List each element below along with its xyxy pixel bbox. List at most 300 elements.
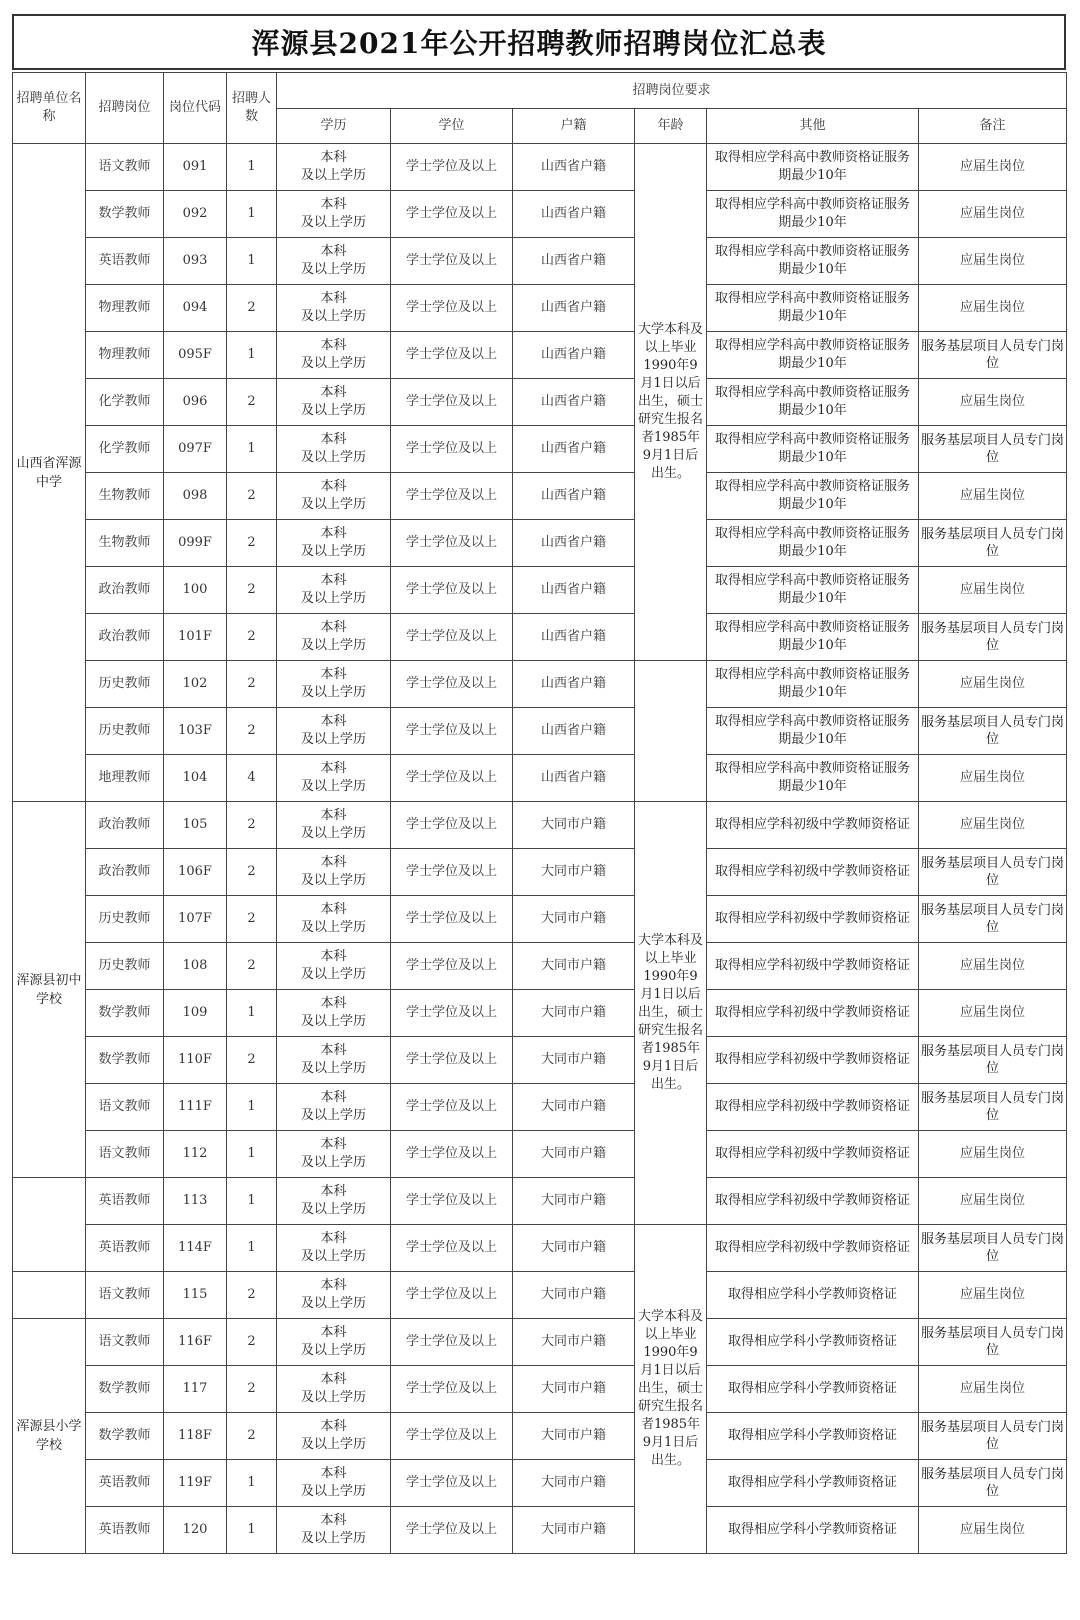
code-cell: 117 (164, 1366, 227, 1413)
code-cell: 102 (164, 661, 227, 708)
education-cell (277, 1272, 391, 1319)
degree-cell: 学士学位及以上 (391, 708, 513, 755)
education-cell (277, 708, 391, 755)
note-cell: 服务基层项目人员专门岗位 (919, 1084, 1067, 1131)
hukou-cell: 大同市户籍 (513, 1413, 635, 1460)
header-hukou: 户籍 (513, 109, 635, 144)
unit-name-cell (13, 1272, 86, 1319)
code-cell: 115 (164, 1272, 227, 1319)
note-cell: 服务基层项目人员专门岗位 (919, 1225, 1067, 1272)
education-line-1: 本科 (320, 1137, 347, 1152)
position-cell: 历史教师 (86, 708, 164, 755)
table-row (13, 567, 1067, 614)
count-cell: 1 (227, 332, 277, 379)
hukou-cell: 大同市户籍 (513, 990, 635, 1037)
table-row (13, 1413, 1067, 1460)
code-cell: 118F (164, 1413, 227, 1460)
education-line-2: 及以上学历 (300, 591, 366, 606)
code-cell: 098 (164, 473, 227, 520)
note-cell: 服务基层项目人员专门岗位 (919, 614, 1067, 661)
hukou-cell: 山西省户籍 (513, 379, 635, 426)
table-row (13, 1319, 1067, 1366)
education-line-1: 本科 (320, 808, 347, 823)
education-line-2: 及以上学历 (300, 826, 366, 841)
count-cell: 2 (227, 708, 277, 755)
other-requirement-cell: 取得相应学科高中教师资格证服务期最少10年 (707, 473, 919, 520)
note-cell: 服务基层项目人员专门岗位 (919, 426, 1067, 473)
other-requirement-cell: 取得相应学科初级中学教师资格证 (707, 990, 919, 1037)
position-cell: 数学教师 (86, 1366, 164, 1413)
code-cell: 094 (164, 285, 227, 332)
education-line-1: 本科 (320, 150, 347, 165)
education-line-2: 及以上学历 (300, 920, 366, 935)
other-requirement-cell: 取得相应学科小学教师资格证 (707, 1460, 919, 1507)
note-cell: 服务基层项目人员专门岗位 (919, 708, 1067, 755)
table-row (13, 332, 1067, 379)
education-line-2: 及以上学历 (300, 309, 366, 324)
position-cell: 历史教师 (86, 896, 164, 943)
degree-cell: 学士学位及以上 (391, 849, 513, 896)
note-cell: 应届生岗位 (919, 473, 1067, 520)
note-cell: 应届生岗位 (919, 191, 1067, 238)
education-line-1: 本科 (320, 1513, 347, 1528)
position-cell: 历史教师 (86, 943, 164, 990)
education-line-1: 本科 (320, 526, 347, 541)
education-line-1: 本科 (320, 761, 347, 776)
position-cell: 数学教师 (86, 1037, 164, 1084)
education-line-2: 及以上学历 (300, 1249, 366, 1264)
hukou-cell: 大同市户籍 (513, 1178, 635, 1225)
degree-cell: 学士学位及以上 (391, 1037, 513, 1084)
degree-cell: 学士学位及以上 (391, 285, 513, 332)
code-cell: 105 (164, 802, 227, 849)
count-cell: 2 (227, 1366, 277, 1413)
education-line-1: 本科 (320, 1090, 347, 1105)
table-row (13, 661, 1067, 708)
education-line-2: 及以上学历 (300, 1343, 366, 1358)
degree-cell: 学士学位及以上 (391, 567, 513, 614)
other-requirement-cell: 取得相应学科高中教师资格证服务期最少10年 (707, 238, 919, 285)
education-line-2: 及以上学历 (300, 638, 366, 653)
position-cell: 英语教师 (86, 1460, 164, 1507)
code-cell: 091 (164, 144, 227, 191)
education-cell (277, 332, 391, 379)
code-cell: 099F (164, 520, 227, 567)
position-cell: 政治教师 (86, 802, 164, 849)
position-cell: 生物教师 (86, 520, 164, 567)
age-requirement-cell: 大学本科及以上毕业1990年9月1日以后出生，硕士研究生报名者1985年9月1日后出生。 (635, 1225, 707, 1554)
education-line-2: 及以上学历 (300, 1531, 366, 1546)
other-requirement-cell: 取得相应学科高中教师资格证服务期最少10年 (707, 520, 919, 567)
table-row (13, 990, 1067, 1037)
position-cell: 物理教师 (86, 285, 164, 332)
hukou-cell: 山西省户籍 (513, 520, 635, 567)
code-cell: 119F (164, 1460, 227, 1507)
count-cell: 4 (227, 755, 277, 802)
education-line-2: 及以上学历 (300, 403, 366, 418)
hukou-cell: 大同市户籍 (513, 1225, 635, 1272)
hukou-cell: 大同市户籍 (513, 1507, 635, 1554)
degree-cell: 学士学位及以上 (391, 943, 513, 990)
table-row (13, 849, 1067, 896)
count-cell: 1 (227, 1507, 277, 1554)
count-cell: 2 (227, 1413, 277, 1460)
degree-cell: 学士学位及以上 (391, 1178, 513, 1225)
code-cell: 110F (164, 1037, 227, 1084)
education-line-2: 及以上学历 (300, 356, 366, 371)
education-line-2: 及以上学历 (300, 1390, 366, 1405)
education-cell (277, 661, 391, 708)
education-line-1: 本科 (320, 479, 347, 494)
hukou-cell: 山西省户籍 (513, 426, 635, 473)
count-cell: 2 (227, 614, 277, 661)
table-row (13, 1131, 1067, 1178)
header-other: 其他 (707, 109, 919, 144)
education-cell (277, 1225, 391, 1272)
education-cell (277, 943, 391, 990)
code-cell: 092 (164, 191, 227, 238)
education-cell (277, 1319, 391, 1366)
code-cell: 096 (164, 379, 227, 426)
table-row (13, 379, 1067, 426)
code-cell: 100 (164, 567, 227, 614)
count-cell: 1 (227, 1460, 277, 1507)
note-cell: 服务基层项目人员专门岗位 (919, 520, 1067, 567)
education-line-1: 本科 (320, 385, 347, 400)
note-cell: 应届生岗位 (919, 755, 1067, 802)
education-line-1: 本科 (320, 1278, 347, 1293)
unit-name-cell: 浑源县小学学校 (13, 1319, 86, 1554)
count-cell: 1 (227, 1225, 277, 1272)
table-body (13, 144, 1067, 1554)
code-cell: 114F (164, 1225, 227, 1272)
table-row (13, 191, 1067, 238)
note-cell: 应届生岗位 (919, 144, 1067, 191)
position-cell: 历史教师 (86, 661, 164, 708)
header-degree: 学位 (391, 109, 513, 144)
table-row (13, 1507, 1067, 1554)
count-cell: 2 (227, 943, 277, 990)
count-cell: 2 (227, 285, 277, 332)
note-cell: 服务基层项目人员专门岗位 (919, 1037, 1067, 1084)
table-row (13, 802, 1067, 849)
education-line-2: 及以上学历 (300, 168, 366, 183)
degree-cell: 学士学位及以上 (391, 520, 513, 567)
note-cell: 服务基层项目人员专门岗位 (919, 1460, 1067, 1507)
hukou-cell: 山西省户籍 (513, 144, 635, 191)
other-requirement-cell: 取得相应学科高中教师资格证服务期最少10年 (707, 708, 919, 755)
table-row (13, 943, 1067, 990)
code-cell: 095F (164, 332, 227, 379)
code-cell: 109 (164, 990, 227, 1037)
education-cell (277, 567, 391, 614)
education-line-1: 本科 (320, 573, 347, 588)
note-cell: 服务基层项目人员专门岗位 (919, 332, 1067, 379)
table-row (13, 614, 1067, 661)
other-requirement-cell: 取得相应学科初级中学教师资格证 (707, 1225, 919, 1272)
unit-name-cell (13, 1178, 86, 1272)
hukou-cell: 大同市户籍 (513, 896, 635, 943)
hukou-cell: 大同市户籍 (513, 849, 635, 896)
code-cell: 093 (164, 238, 227, 285)
education-line-2: 及以上学历 (300, 544, 366, 559)
other-requirement-cell: 取得相应学科高中教师资格证服务期最少10年 (707, 144, 919, 191)
note-cell: 应届生岗位 (919, 661, 1067, 708)
degree-cell: 学士学位及以上 (391, 1272, 513, 1319)
note-cell: 应届生岗位 (919, 802, 1067, 849)
degree-cell: 学士学位及以上 (391, 661, 513, 708)
note-cell: 服务基层项目人员专门岗位 (919, 849, 1067, 896)
note-cell: 应届生岗位 (919, 1131, 1067, 1178)
code-cell: 106F (164, 849, 227, 896)
table-row (13, 285, 1067, 332)
education-cell (277, 285, 391, 332)
education-line-2: 及以上学历 (300, 1484, 366, 1499)
code-cell: 113 (164, 1178, 227, 1225)
table-row (13, 1272, 1067, 1319)
hukou-cell: 山西省户籍 (513, 285, 635, 332)
other-requirement-cell: 取得相应学科小学教师资格证 (707, 1272, 919, 1319)
position-cell: 数学教师 (86, 990, 164, 1037)
education-cell (277, 1366, 391, 1413)
note-cell: 应届生岗位 (919, 1366, 1067, 1413)
table-row (13, 896, 1067, 943)
education-line-1: 本科 (320, 855, 347, 870)
education-cell (277, 144, 391, 191)
position-cell: 地理教师 (86, 755, 164, 802)
education-line-1: 本科 (320, 1184, 347, 1199)
education-cell (277, 1507, 391, 1554)
hukou-cell: 大同市户籍 (513, 1272, 635, 1319)
other-requirement-cell: 取得相应学科初级中学教师资格证 (707, 896, 919, 943)
degree-cell: 学士学位及以上 (391, 332, 513, 379)
degree-cell: 学士学位及以上 (391, 426, 513, 473)
note-cell: 服务基层项目人员专门岗位 (919, 1319, 1067, 1366)
code-cell: 111F (164, 1084, 227, 1131)
count-cell: 2 (227, 1319, 277, 1366)
position-cell: 英语教师 (86, 1178, 164, 1225)
other-requirement-cell: 取得相应学科高中教师资格证服务期最少10年 (707, 191, 919, 238)
other-requirement-cell: 取得相应学科高中教师资格证服务期最少10年 (707, 567, 919, 614)
education-cell (277, 802, 391, 849)
other-requirement-cell: 取得相应学科初级中学教师资格证 (707, 1178, 919, 1225)
count-cell: 1 (227, 1178, 277, 1225)
degree-cell: 学士学位及以上 (391, 379, 513, 426)
education-line-1: 本科 (320, 1419, 347, 1434)
other-requirement-cell: 取得相应学科高中教师资格证服务期最少10年 (707, 755, 919, 802)
hukou-cell: 大同市户籍 (513, 1319, 635, 1366)
position-cell: 政治教师 (86, 567, 164, 614)
degree-cell: 学士学位及以上 (391, 802, 513, 849)
education-cell (277, 426, 391, 473)
education-cell (277, 849, 391, 896)
education-cell (277, 520, 391, 567)
education-line-2: 及以上学历 (300, 1437, 366, 1452)
header-position: 招聘岗位 (86, 73, 164, 144)
education-line-2: 及以上学历 (300, 1108, 366, 1123)
count-cell: 2 (227, 473, 277, 520)
degree-cell: 学士学位及以上 (391, 1319, 513, 1366)
hukou-cell: 大同市户籍 (513, 1084, 635, 1131)
education-line-1: 本科 (320, 432, 347, 447)
other-requirement-cell: 取得相应学科小学教师资格证 (707, 1413, 919, 1460)
count-cell: 2 (227, 1272, 277, 1319)
hukou-cell: 山西省户籍 (513, 238, 635, 285)
hukou-cell: 山西省户籍 (513, 567, 635, 614)
hukou-cell: 山西省户籍 (513, 661, 635, 708)
other-requirement-cell: 取得相应学科高中教师资格证服务期最少10年 (707, 332, 919, 379)
code-cell: 103F (164, 708, 227, 755)
count-cell: 2 (227, 849, 277, 896)
education-line-2: 及以上学历 (300, 1296, 366, 1311)
table-row (13, 1084, 1067, 1131)
education-cell (277, 1084, 391, 1131)
degree-cell: 学士学位及以上 (391, 238, 513, 285)
code-cell: 107F (164, 896, 227, 943)
position-cell: 语文教师 (86, 1272, 164, 1319)
unit-name-cell: 浑源县初中学校 (13, 802, 86, 1178)
hukou-cell: 山西省户籍 (513, 332, 635, 379)
other-requirement-cell: 取得相应学科初级中学教师资格证 (707, 1084, 919, 1131)
education-line-2: 及以上学历 (300, 215, 366, 230)
note-cell: 服务基层项目人员专门岗位 (919, 1413, 1067, 1460)
position-cell: 化学教师 (86, 426, 164, 473)
education-line-2: 及以上学历 (300, 262, 366, 277)
count-cell: 2 (227, 567, 277, 614)
hukou-cell: 山西省户籍 (513, 614, 635, 661)
education-line-1: 本科 (320, 291, 347, 306)
education-cell (277, 473, 391, 520)
table-row (13, 755, 1067, 802)
hukou-cell: 山西省户籍 (513, 191, 635, 238)
education-line-1: 本科 (320, 1043, 347, 1058)
education-line-2: 及以上学历 (300, 450, 366, 465)
education-line-2: 及以上学历 (300, 873, 366, 888)
count-cell: 2 (227, 896, 277, 943)
other-requirement-cell: 取得相应学科高中教师资格证服务期最少10年 (707, 285, 919, 332)
note-cell: 应届生岗位 (919, 238, 1067, 285)
education-line-1: 本科 (320, 338, 347, 353)
page-title: 浑源县2021年公开招聘教师招聘岗位汇总表 (12, 14, 1066, 70)
position-cell: 政治教师 (86, 614, 164, 661)
note-cell: 应届生岗位 (919, 943, 1067, 990)
count-cell: 1 (227, 1084, 277, 1131)
education-line-2: 及以上学历 (300, 1014, 366, 1029)
count-cell: 2 (227, 379, 277, 426)
count-cell: 1 (227, 144, 277, 191)
education-cell (277, 755, 391, 802)
degree-cell: 学士学位及以上 (391, 144, 513, 191)
position-cell: 语文教师 (86, 1131, 164, 1178)
education-line-1: 本科 (320, 1466, 347, 1481)
count-cell: 1 (227, 990, 277, 1037)
header-requirements: 招聘岗位要求 (277, 73, 1067, 109)
count-cell: 1 (227, 426, 277, 473)
other-requirement-cell: 取得相应学科高中教师资格证服务期最少10年 (707, 426, 919, 473)
position-cell: 物理教师 (86, 332, 164, 379)
table-row (13, 708, 1067, 755)
education-line-2: 及以上学历 (300, 1061, 366, 1076)
count-cell: 1 (227, 238, 277, 285)
position-cell: 生物教师 (86, 473, 164, 520)
position-cell: 英语教师 (86, 1225, 164, 1272)
other-requirement-cell: 取得相应学科初级中学教师资格证 (707, 943, 919, 990)
table-row (13, 1225, 1067, 1272)
education-cell (277, 1131, 391, 1178)
other-requirement-cell: 取得相应学科初级中学教师资格证 (707, 849, 919, 896)
table-row (13, 238, 1067, 285)
other-requirement-cell: 取得相应学科初级中学教师资格证 (707, 1037, 919, 1084)
other-requirement-cell: 取得相应学科初级中学教师资格证 (707, 1131, 919, 1178)
other-requirement-cell: 取得相应学科高中教师资格证服务期最少10年 (707, 661, 919, 708)
degree-cell: 学士学位及以上 (391, 1366, 513, 1413)
age-requirement-cell: 大学本科及以上毕业1990年9月1日以后出生，硕士研究生报名者1985年9月1日后出生。 (635, 144, 707, 661)
position-cell: 语文教师 (86, 144, 164, 191)
education-line-2: 及以上学历 (300, 779, 366, 794)
table-row (13, 520, 1067, 567)
education-line-1: 本科 (320, 949, 347, 964)
degree-cell: 学士学位及以上 (391, 1131, 513, 1178)
unit-name-cell: 山西省浑源中学 (13, 144, 86, 802)
position-cell: 语文教师 (86, 1084, 164, 1131)
table-row (13, 426, 1067, 473)
degree-cell: 学士学位及以上 (391, 1413, 513, 1460)
hukou-cell: 大同市户籍 (513, 1131, 635, 1178)
recruitment-table (12, 72, 1067, 1554)
education-line-1: 本科 (320, 1325, 347, 1340)
count-cell: 2 (227, 520, 277, 567)
table-row (13, 144, 1067, 191)
degree-cell: 学士学位及以上 (391, 990, 513, 1037)
education-line-1: 本科 (320, 1372, 347, 1387)
education-cell (277, 614, 391, 661)
age-requirement-cell (635, 661, 707, 802)
table-row (13, 473, 1067, 520)
education-line-1: 本科 (320, 667, 347, 682)
hukou-cell: 大同市户籍 (513, 802, 635, 849)
code-cell: 101F (164, 614, 227, 661)
position-cell: 英语教师 (86, 238, 164, 285)
count-cell: 1 (227, 1131, 277, 1178)
hukou-cell: 大同市户籍 (513, 1460, 635, 1507)
table-row (13, 1460, 1067, 1507)
table-row (13, 1178, 1067, 1225)
education-line-1: 本科 (320, 996, 347, 1011)
header-note: 备注 (919, 109, 1067, 144)
hukou-cell: 大同市户籍 (513, 1037, 635, 1084)
degree-cell: 学士学位及以上 (391, 473, 513, 520)
education-cell (277, 191, 391, 238)
table-row (13, 1366, 1067, 1413)
education-cell (277, 238, 391, 285)
header-unit: 招聘单位名称 (13, 73, 86, 144)
note-cell: 应届生岗位 (919, 285, 1067, 332)
position-cell: 英语教师 (86, 1507, 164, 1554)
degree-cell: 学士学位及以上 (391, 191, 513, 238)
education-line-2: 及以上学历 (300, 497, 366, 512)
other-requirement-cell: 取得相应学科高中教师资格证服务期最少10年 (707, 614, 919, 661)
education-cell (277, 1178, 391, 1225)
education-line-1: 本科 (320, 620, 347, 635)
age-requirement-cell: 大学本科及以上毕业1990年9月1日以后出生，硕士研究生报名者1985年9月1日后出生。 (635, 802, 707, 1225)
note-cell: 服务基层项目人员专门岗位 (919, 896, 1067, 943)
education-line-2: 及以上学历 (300, 1155, 366, 1170)
count-cell: 2 (227, 1037, 277, 1084)
position-cell: 政治教师 (86, 849, 164, 896)
degree-cell: 学士学位及以上 (391, 1225, 513, 1272)
position-cell: 数学教师 (86, 1413, 164, 1460)
education-line-1: 本科 (320, 244, 347, 259)
